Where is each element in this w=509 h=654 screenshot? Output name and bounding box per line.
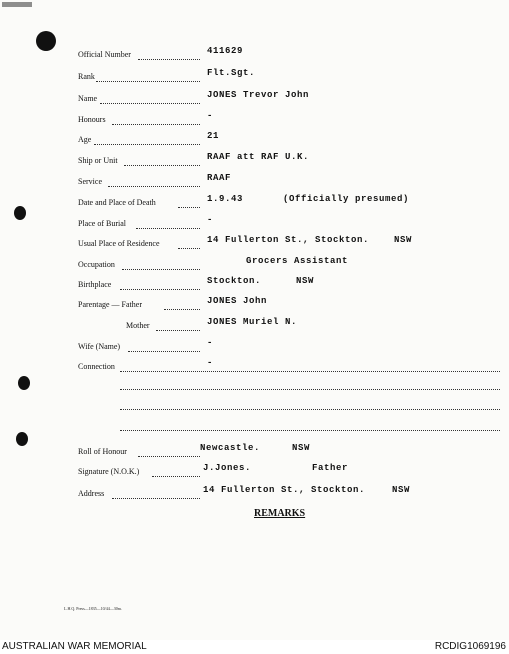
- punch-hole-middle: [18, 376, 30, 390]
- date-place-death-label: Date and Place of Death: [78, 198, 156, 207]
- occupation-value: Grocers Assistant: [246, 256, 349, 266]
- mother-value: JONES Muriel N.: [207, 317, 298, 327]
- printer-note: L.H.Q. Press—1835—10/44—30m.: [64, 606, 122, 611]
- signature-line: [152, 476, 200, 477]
- usual-residence-state: NSW: [394, 235, 413, 245]
- address-state: NSW: [392, 485, 411, 495]
- connection-extra-line-2: [120, 409, 500, 410]
- age-label: Age: [78, 135, 92, 144]
- official-number-value: 411629: [207, 46, 244, 56]
- connection-extra-line-3: [120, 430, 500, 431]
- date-place-death-line: [178, 207, 200, 208]
- mother-label: Mother: [126, 321, 150, 330]
- connection-line: [120, 371, 500, 372]
- official-number-label: Official Number: [78, 50, 131, 59]
- place-of-burial-label: Place of Burial: [78, 219, 126, 228]
- remarks-heading: REMARKS: [254, 508, 306, 519]
- ship-or-unit-value: RAAF att RAF U.K.: [207, 152, 310, 162]
- name-line: [100, 103, 200, 104]
- usual-residence-line: [178, 248, 200, 249]
- birthplace-state: NSW: [296, 276, 315, 286]
- roll-of-honour-value: Newcastle.: [200, 443, 261, 453]
- scan-mark-top-left: [2, 2, 32, 7]
- wife-line: [128, 351, 200, 352]
- roll-of-honour-line: [138, 456, 200, 457]
- death-presumed-note: (Officially presumed): [283, 194, 410, 204]
- name-label: Name: [78, 94, 98, 103]
- birthplace-value: Stockton.: [207, 276, 262, 286]
- address-line: [112, 498, 200, 499]
- age-line: [94, 144, 200, 145]
- occupation-label: Occupation: [78, 260, 115, 269]
- ship-or-unit-line: [124, 165, 200, 166]
- usual-residence-value: 14 Fullerton St., Stockton.: [207, 235, 370, 245]
- occupation-line: [122, 269, 200, 270]
- address-label: Address: [78, 489, 105, 498]
- service-value: RAAF: [207, 173, 232, 183]
- wife-label: Wife (Name): [78, 342, 121, 351]
- connection-value: -: [207, 358, 214, 368]
- honours-value: -: [207, 111, 214, 121]
- usual-residence-label: Usual Place of Residence: [78, 239, 160, 248]
- punch-hole-lower: [16, 432, 28, 446]
- age-value: 21: [207, 131, 220, 141]
- rank-line: [96, 81, 200, 82]
- birthplace-label: Birthplace: [78, 280, 112, 289]
- service-line: [108, 186, 200, 187]
- name-value: JONES Trevor John: [207, 90, 310, 100]
- roll-of-honour-state: NSW: [292, 443, 311, 453]
- service-label: Service: [78, 177, 102, 186]
- mother-line: [156, 330, 200, 331]
- archive-name: AUSTRALIAN WAR MEMORIAL: [2, 641, 147, 652]
- signature-label: Signature (N.O.K.): [78, 467, 140, 476]
- place-of-burial-value: -: [207, 215, 214, 225]
- wife-value: -: [207, 338, 214, 348]
- father-line: [164, 309, 200, 310]
- rank-label: Rank: [78, 72, 95, 81]
- signature-relation: Father: [312, 463, 349, 473]
- punch-hole-upper: [14, 206, 26, 220]
- place-of-burial-line: [136, 228, 200, 229]
- birthplace-line: [120, 289, 200, 290]
- punch-hole-top: [36, 31, 56, 51]
- roll-of-honour-label: Roll of Honour: [78, 447, 127, 456]
- rank-value: Flt.Sgt.: [207, 68, 256, 78]
- father-value: JONES John: [207, 296, 268, 306]
- archive-footer: [0, 640, 509, 654]
- connection-extra-line-1: [120, 389, 500, 390]
- signature-value: J.Jones.: [203, 463, 252, 473]
- address-value: 14 Fullerton St., Stockton.: [203, 485, 366, 495]
- ship-or-unit-label: Ship or Unit: [78, 156, 118, 165]
- connection-label: Connection: [78, 362, 115, 371]
- date-of-death-value: 1.9.43: [207, 194, 244, 204]
- archive-record-id: RCDIG1069196: [434, 641, 506, 652]
- father-label: Parentage — Father: [78, 300, 142, 309]
- official-number-line: [138, 59, 200, 60]
- honours-label: Honours: [78, 115, 106, 124]
- honours-line: [112, 124, 200, 125]
